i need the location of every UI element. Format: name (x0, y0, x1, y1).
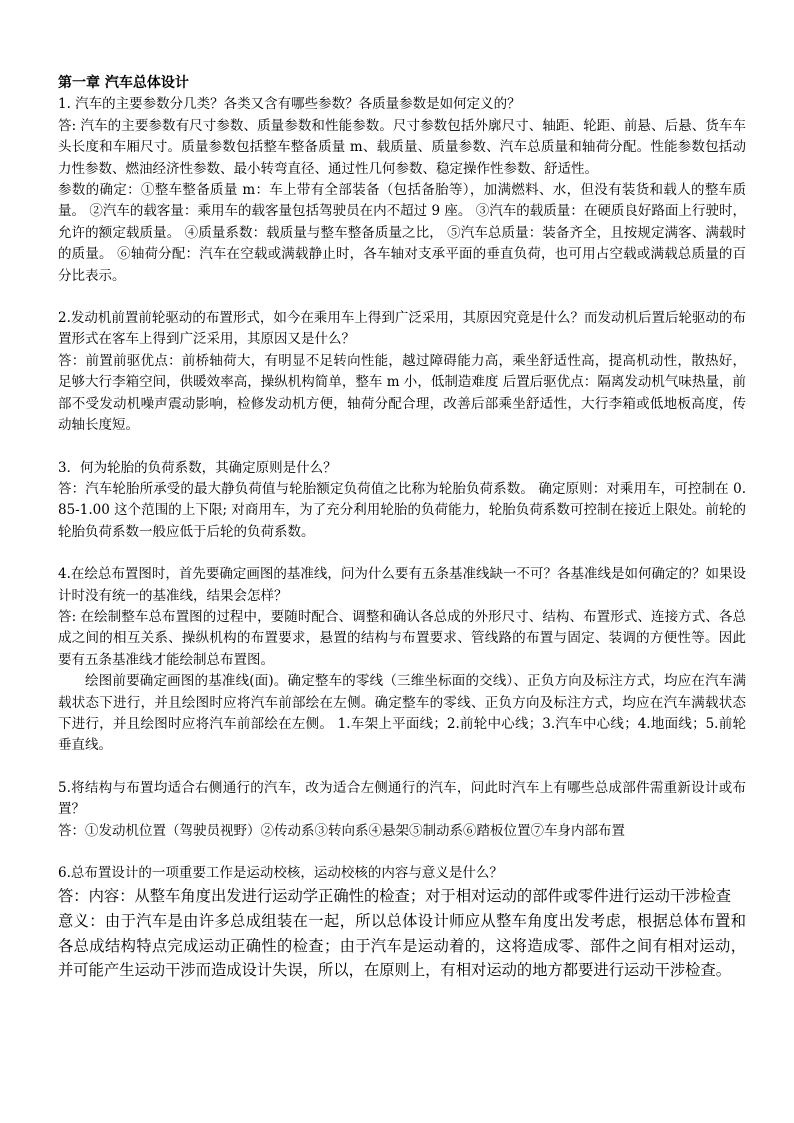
q4-detail: 绘图前要确定画图的基准线(面)。确定整车的零线（三维坐标面的交线）、正负方向及标注方式，均应在汽车满载状态下进行，并且绘图时应将汽车前部绘在左侧。确定整车的零线、正负方向及标注方式，均应在汽车满载状态下进行，并且绘图时应将汽车前部绘在左侧。 1.车架上平面线；2.前轮中心线；3.汽车中心线；4.地面线；5.前轮垂直线。 (58, 673, 746, 754)
q1-answer: 答: 汽车的主要参数有尺寸参数、质量参数和性能参数。尺寸参数包括外廓尺寸、轴距、轮距、前悬、后悬、货车车头长度和车厢尺寸。质量参数包括整车整备质量 m、载质量、质量参数、汽车总质量和轴荷分配。性能参数包括动力性参数、燃油经济性参数、最小转弯直径、通过性几何参数、稳定操作性参数、舒适性。 (58, 117, 746, 177)
spacer (58, 757, 746, 778)
q2-question: 2.发动机前置前轮驱动的布置形式，如今在乘用车上得到广泛采用，其原因究竟是什么？而发动机后置后轮驱动的布置形式在客车上得到广泛采用，其原因又是什么？ (58, 310, 746, 348)
q6-answer: 答：内容：从整车角度出发进行运动学正确性的检查；对于相对运动的部件或零件进行运动干涉检查 (58, 887, 732, 906)
q6-question: 6.总布置设计的一项重要工作是运动校核，运动校核的内容与意义是什么？ (58, 865, 503, 881)
q3-answer: 答：汽车轮胎所承受的最大静负荷值与轮胎额定负荷值之比称为轮胎负荷系数。 确定原则：对乘用车，可控制在 0.85-1.00 这个范围的上下限; 对商用车，为了充分利用轮胎的负荷能力，轮胎负荷系数可控制在接近上限处。前轮的轮胎负荷系数一般应低于后轮的负荷系数。 (58, 480, 746, 540)
document-page (58, 73, 746, 983)
q5-question: 5.将结构与布置均适合右侧通行的汽车，改为适合左侧通行的汽车，问此时汽车上有哪些总成部件需重新设计或布置？ (58, 779, 746, 818)
chapter-title: 第一章 汽车总体设计 (58, 75, 189, 91)
q4-question: 4.在绘总布置图时，首先要确定画图的基准线，问为什么要有五条基准线缺一不可？各基准线是如何确定的？如果设计时没有统一的基准线，结果会怎样？ (58, 566, 746, 604)
spacer (58, 543, 746, 564)
q2-answer: 答：前置前驱优点：前桥轴荷大，有明显不足转向性能，越过障碍能力高，乘坐舒适性高，提高机动性，散热好，足够大行李箱空间，供暖效率高，操纵机构简单，整车 m 小，低制造难度 后置后驱优点：隔离发动机气味热量，前部不受发动机噪声震动影响，检修发动机方便，轴荷分配合理，改善后部乘坐舒适性，大行李箱或低地板高度，传动轴长度短。 (58, 352, 746, 434)
spacer (58, 842, 746, 863)
q4-answer: 答: 在绘制整车总布置图的过程中，要随时配合、调整和确认各总成的外形尺寸、结构、布置形式、连接方式、各总成之间的相互关系、操纵机构的布置要求，悬置的结构与布置要求、管线路的布置与固定、装调的方便性等。因此要有五条基准线才能绘制总布置图。 (58, 608, 746, 668)
q5-answer: 答：①发动机位置（驾驶员视野）②传动系③转向系④悬架⑤制动系⑥踏板位置⑦车身内部布置 (58, 822, 625, 839)
spacer (58, 287, 746, 308)
q1-detail: 参数的确定：①整车整备质量 m：车上带有全部装备（包括备胎等），加满燃料、水，但没有装货和载人的整车质量。 ②汽车的载客量：乘用车的载客量包括驾驶员在内不超过 9 座。 ③汽车的载质量：在硬质良好路面上行驶时，允许的额定载质量。 ④质量系数：载质量与整车整备质量之比， ⑤汽车总质量：装备齐全，且按规定满客、满载时的质量。 ⑥轴荷分配：汽车在空载或满载静止时，各车轴对支承平面的垂直负荷，也可用占空载或满载总质量的百分比表示。 (58, 182, 746, 284)
spacer (58, 437, 746, 458)
q1-question: 1. 汽车的主要参数分几类？各类又含有哪些参数？各质量参数是如何定义的？ (58, 96, 521, 113)
q6-meaning: 意义：由于汽车是由许多总成组装在一起，所以总体设计师应从整车角度出发考虑，根据总体布置和各总成结构特点完成运动正确性的检查；由于汽车是运动着的，这将造成零、部件之间有相对运动，并可能产生运动干涉而造成设计失误，所以，在原则上，有相对运动的地方都要进行运动干涉检查。 (58, 912, 746, 980)
q3-question: 3．何为轮胎的负荷系数，其确定原则是什么？ (58, 459, 337, 476)
